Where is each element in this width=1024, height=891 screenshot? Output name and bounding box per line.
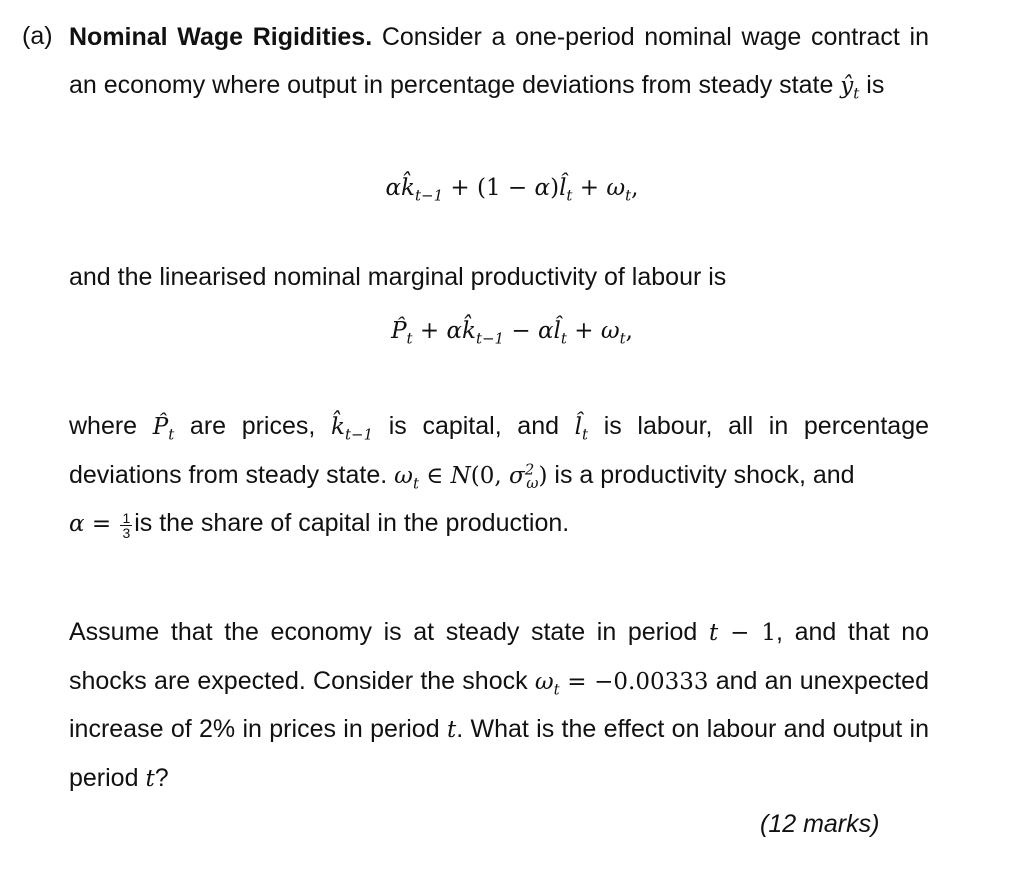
alpha-value: α = $\frac{1}{3}$ — [69, 509, 131, 541]
question-label: (a) — [22, 22, 53, 50]
output-equation: $\alpha k̂_{t-1} + (1$ − $\alpha)l̂_t + \omega_t$, — [385, 175, 639, 205]
period-t-minus-1: t − 1 — [708, 620, 777, 646]
question-title: Nominal Wage Rigidities. — [69, 23, 373, 51]
period-t-final: t — [145, 765, 155, 792]
mpl-sentence: and the linearised nominal marginal productivity of labour is — [69, 263, 727, 291]
intro-paragraph — [22, 14, 929, 110]
labour-symbol: $l̂_t$ — [574, 414, 589, 444]
assumption-paragraph: Assume that the economy is at steady state in period t − 1, and that no shocks are expected. Consider the shock $\omega_t = -0.00333$ and an unexpected increase of 2% in prices in period t. What is the effect on labour and output in period t? — [69, 618, 929, 792]
shock-distribution: $\omega_t$ ∈ N(0, $\sigma^2_\omega$) — [394, 459, 548, 493]
mpl-equation: $P̂_t$ + $\alpha k̂_{t-1}$ − $\alpha l̂_t + \omega_t$, — [391, 318, 633, 348]
output-symbol: $ŷ_t$ — [840, 72, 860, 103]
period-t: t — [446, 717, 457, 743]
intro-text-is: is — [866, 70, 885, 99]
price-symbol: $P̂_t$ — [152, 414, 175, 444]
marks-label: (12 marks) — [760, 810, 880, 838]
capital-symbol: $k̂_{t-1}$ — [331, 414, 374, 444]
intro-text: Consider a one-period nominal wage contract in an economy where output in percentage deviations from steady state — [69, 23, 929, 99]
definitions-paragraph: where $P̂_t$ are prices, $k̂_{t-1}$ is capital, and $l̂_t$ is labour, all in percentage deviations from steady state. $\omega_t$ ∈ N(0, $\sigma^2_\omega$) is a productivity shock, and α = $\frac{1}{3}$ is the share of capital in the production. — [69, 412, 929, 541]
shock-equation: $\omega_t = -0.00333$ — [534, 668, 709, 699]
